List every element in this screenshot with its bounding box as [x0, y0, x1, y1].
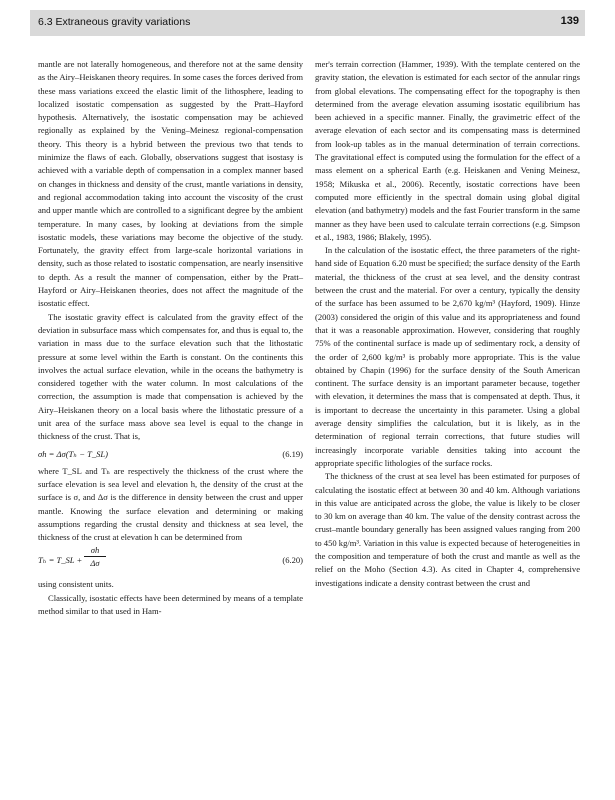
paragraph: Classically, isostatic effects have been determined by means of a template method similar to that used in Ham-	[38, 592, 303, 616]
equation-number: (6.19)	[282, 448, 303, 459]
paragraph: The isostatic gravity effect is calculated from the gravity effect of the deviation in subsurface mass which compensates for, and thus is equal to, the variation in mass due to the surface elevation such that the lithostatic pressure at some level within the Earth is constant. On the continents this involves the actual surface elevation, while in the oceans the bathymetry is considered together with the water column. In most calculations of the correction, the assumption is made that compensation is achieved by the Airy–Heiskanen theory on a local basis where the lithostatic pressure of a unit area of the surface mass above sea level is equal to the change in thickness of the crust. That is,	[38, 311, 303, 442]
paragraph: mantle are not laterally homogeneous, and therefore not at the same density as the Airy–Heiskanen theory requires. In some cases the forces derived from these mass variations exceed the elastic limit of the lithosphere, leading to localized isostatic compensation as suggested by the Pratt–Hayford hypothesis. Alternatively, the isostatic compensation may be achieved regionally as explained by the Vening–Meinesz regional-compensation theory. This theory is a hybrid between the previous two that tends to minimize the flaws of each. Globally, observations suggest that isostasy is achieved with a variable depth of compensation in a complex manner based on changes in thickness and density of the crust, mantle variations in density, and regional accommodation taking into account the viscosity of the crust and upper mantle which are controlled to a significant degree by the ambient temperature. In many cases, by looking at deviations from the simple isostatic models, these variations may become the objective of the study. Fortunately, the gravity effect from large-scale horizontal variations in density, such as those related to isostatic compensation, are nearly insensitive to depth. As a result the manner of compensation, either by the Pratt–Hayford or Airy–Heiskanen theories, does not affect the magnitude of the isostatic effect.	[38, 59, 303, 309]
equation-6-20	[38, 544, 303, 578]
paragraph: where T_SL and Tₕ are respectively the thickness of the crust where the surface elevation is sea level and elevation h, the density of the crust at the surface is σ, and Δσ is the difference in density between the crust and upper mantle. Knowing the surface elevation and determining or making assumptions regarding the crustal density and thickness at sea level, the thickness of the crust at elevation h can be determined from	[38, 465, 303, 543]
equation-lhs: Tₕ = T_SL +	[38, 555, 83, 566]
paragraph: using consistent units.	[38, 579, 114, 590]
right-column	[315, 58, 580, 590]
equation-body: σh = Δσ(Tₕ − T_SL)	[38, 448, 108, 459]
fraction-denominator: Δσ	[90, 558, 100, 569]
paragraph: The thickness of the crust at sea level has been estimated for purposes of calculating the isostatic effect at between 30 and 40 km. Although variations in this value are anticipated across the globe, the value is likely to be closer to 30 km on average than 40 km. The value of the density contrast across the crust–mantle boundary generally has been assigned values ranging from 200 to 450 kg/m³. Variation in this value is expected because of heterogeneities in the composition and temperature of both the crust and mantle as well as the relief on the Moho (Section 4.3). As cited in Chapter 4, comprehensive investigations indicate a density contrast between the crust and	[315, 471, 580, 588]
equation-fraction	[84, 544, 106, 570]
paragraph: In the calculation of the isostatic effect, the three parameters of the right-hand side of Equation 6.20 must be specified; the surface density of the Earth material, the thickness of the crust at sea level, and the density contrast between the crust and the material. For over a century, typically the density of the surface has been assumed to be 2,670 kg/m³ (Hayford, 1909). Hinze (2003) considered the origin of this value and its appropriateness and found that it was a reasonable approximation. However, considering that roughly 75% of the continental surface is made up of sedimentary rock, a density of the order of 2,600 kg/m³ is probably more appropriate. This is the value obtained by Chapin (1996) for the surface density of the South American continent. The surface density is an important parameter because, together with elevation, it determines the mass that is compensated at depth. Thus, it is important to decrease the uncertainty in this parameter. Using a global average density simplifies the calculation, but it is likely, as in the determination of regional terrain corrections, that future studies will increasingly incorporate variable densities taking into account the appropriate specific lithologies of the surface rocks.	[315, 245, 580, 468]
section-title: 6.3 Extraneous gravity variations	[38, 16, 191, 28]
equation-number: (6.20)	[282, 555, 303, 566]
left-column	[38, 58, 303, 618]
running-header	[30, 10, 585, 36]
equation-6-19	[38, 444, 303, 465]
fraction-numerator: σh	[84, 544, 106, 557]
paragraph: mer's terrain correction (Hammer, 1939). With the template centered on the gravity station, the elevation is estimated for each sector of the annular rings from global elevations. The compensating effect for the topography is then determined from the average elevation assuming isostatic equilibrium has been achieved in a specific manner. Finally, the gravimetric effect of the average elevation of each sector and its compensating mass is determined from look-up tables as in the manual determination of terrain corrections. The gravitational effect is computed using the formulation for the effect of a mass element on a spherical Earth (e.g. Heiskanen and Vening Meinesz, 1958; Mikuska et al., 2006). Recently, isostatic corrections have been computed more efficiently in the spectral domain using global digital elevation (and bathymetry) models and the fast Fourier transform in the same manner as they have been used to calculate terrain corrections (e.g. Simpson et al., 1983, 1986; Blakely, 1995).	[315, 59, 580, 242]
page-number: 139	[560, 15, 579, 27]
